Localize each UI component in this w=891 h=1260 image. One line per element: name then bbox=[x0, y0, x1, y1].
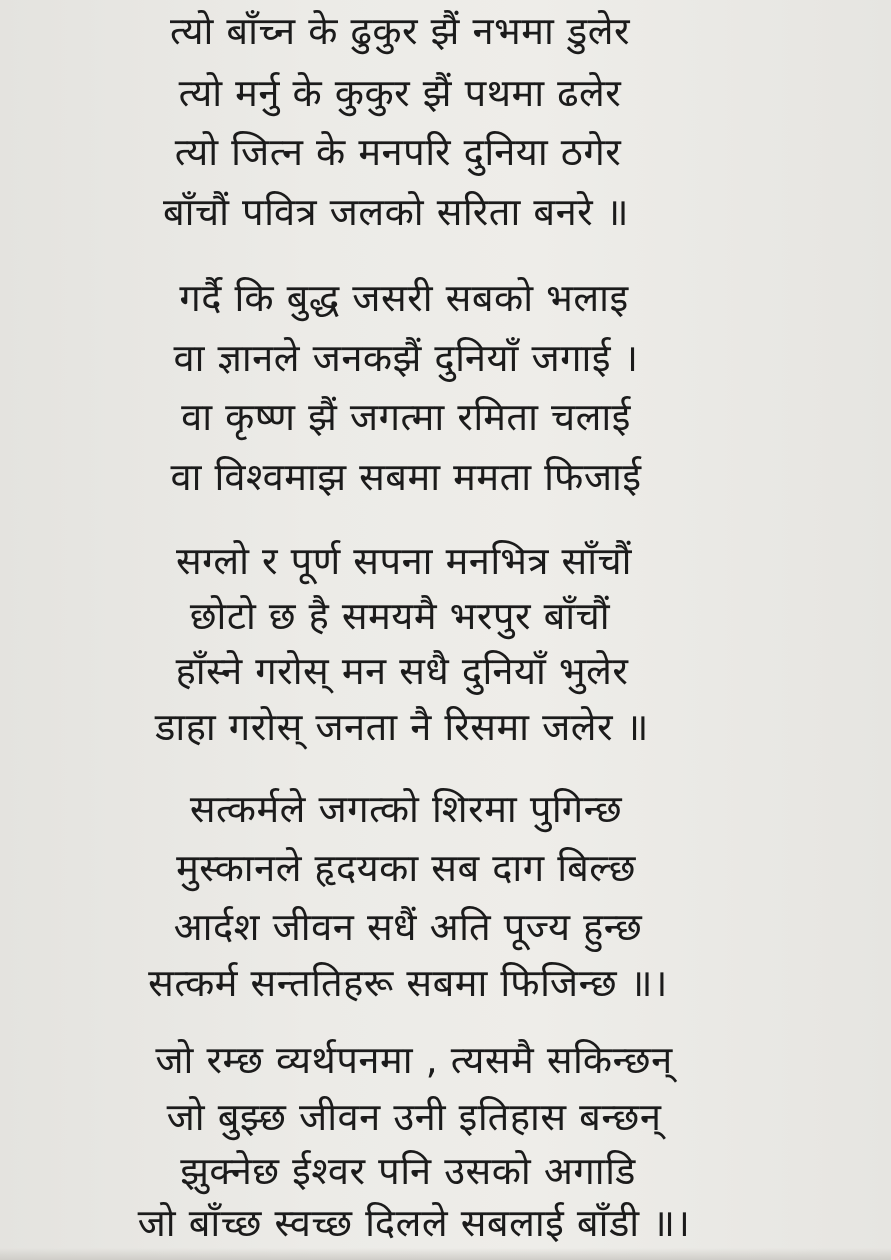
poem-line: त्यो बाँच्न के ढुकुर झैं नभमा डुलेर bbox=[169, 9, 631, 53]
poem-line: झुक्नेछ ईश्वर पनि उसको अगाडि bbox=[180, 1149, 636, 1193]
poem-line: बाँचौं पवित्र जलको सरिता बनरे ॥ bbox=[162, 190, 630, 234]
poem-line: छोटो छ है समयमै भरपुर बाँचौं bbox=[189, 594, 611, 638]
poem-line: वा विश्वमाझ सबमा ममता फिजाई bbox=[170, 455, 642, 499]
poem-line: त्यो मर्नु के कुकुर झैं पथमा ढलेर bbox=[178, 71, 622, 115]
poem-line: जो बाँच्छ स्वच्छ दिलले सबलाई बाँडी ॥। bbox=[137, 1201, 691, 1245]
poem-line: आर्दश जीवन सधैं अति पूज्य हुन्छ bbox=[173, 905, 643, 949]
poem-line: मुस्कानले हृदयका सब दाग बिल्छ bbox=[176, 846, 636, 890]
poem-line: जो रम्छ व्यर्थपनमा , त्यसमै सकिन्छन् bbox=[155, 1038, 673, 1082]
poem-line: वा ज्ञानले जनकझैं दुनियाँ जगाई । bbox=[173, 336, 639, 380]
poem-line: सत्कर्मले जगत्को शिरमा पुगिन्छ bbox=[189, 787, 623, 831]
poem-line: गर्दै कि बुद्ध जसरी सबको भलाइ bbox=[179, 276, 629, 320]
poem-line: सत्कर्म सन्ततिहरू सबमा फिजिन्छ ॥। bbox=[148, 961, 668, 1005]
poem-line: वा कृष्ण झैं जगत्मा रमिता चलाई bbox=[181, 395, 631, 439]
poem-line: सग्लो र पूर्ण सपना मनभित्र साँचौं bbox=[175, 539, 633, 583]
poem-line: हाँस्ने गरोस् मन सधै दुनियाँ भुलेर bbox=[175, 649, 629, 693]
poem-line: त्यो जित्न के मनपरि दुनिया ठगेर bbox=[174, 130, 622, 174]
poem-line: जो बुझ्छ जीवन उनी इतिहास बन्छन् bbox=[166, 1095, 662, 1139]
poem-line: डाहा गरोस् जनता नै रिसमा जलेर ॥ bbox=[155, 705, 649, 749]
